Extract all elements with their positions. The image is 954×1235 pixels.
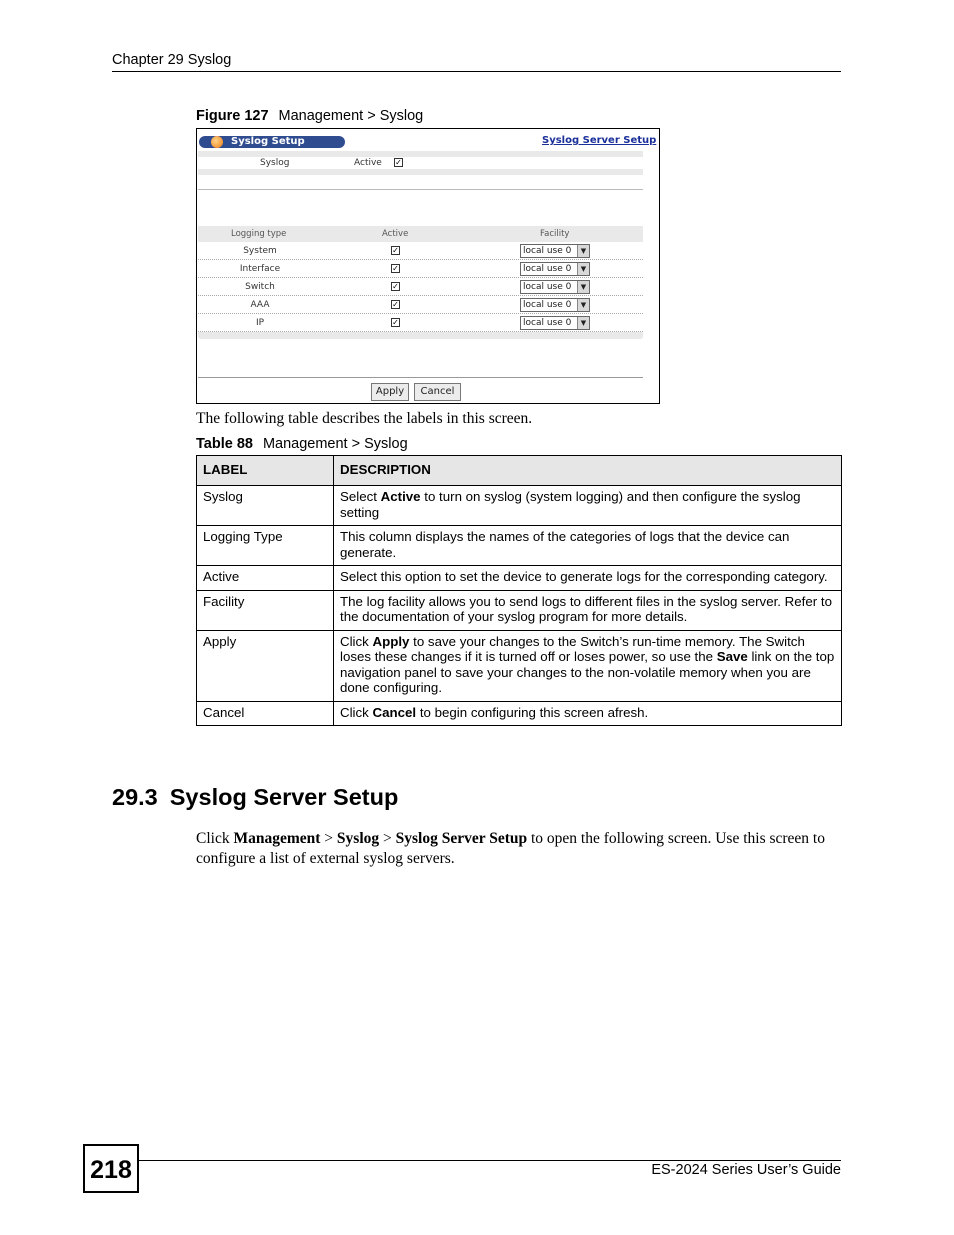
row-description xyxy=(334,526,842,566)
text-run: Click xyxy=(196,830,234,847)
bold-text: Save xyxy=(716,649,748,664)
apply-button[interactable]: Apply xyxy=(371,383,409,401)
chevron-down-icon: ▼ xyxy=(577,299,589,311)
logging-active-checkbox[interactable]: ✓ xyxy=(392,282,399,291)
header-description: DESCRIPTION xyxy=(334,456,842,486)
chevron-down-icon: ▼ xyxy=(577,317,589,329)
text-run: > xyxy=(320,830,337,847)
logging-row xyxy=(198,314,643,332)
table-header-row xyxy=(197,456,842,486)
orb-icon xyxy=(211,136,223,148)
facility-value: local use 0 xyxy=(523,318,572,328)
table-label: Table 88 xyxy=(196,436,253,452)
page-number: 218 xyxy=(83,1144,139,1193)
tab-title: Syslog Setup xyxy=(231,136,305,147)
cancel-button[interactable]: Cancel xyxy=(414,383,461,401)
divider xyxy=(198,377,643,378)
row-label: Cancel xyxy=(197,701,334,726)
text-run: Select xyxy=(340,489,381,504)
logging-row xyxy=(198,296,643,314)
text-run: to begin configuring this screen afresh. xyxy=(416,704,649,720)
row-description xyxy=(334,630,842,701)
active-label: Active xyxy=(354,158,382,168)
intro-text: The following table describes the labels in this screen. xyxy=(196,410,533,427)
facility-value: local use 0 xyxy=(523,282,572,292)
text-run: Click xyxy=(340,704,373,720)
table-row xyxy=(197,526,842,566)
logging-type-name: AAA xyxy=(250,300,270,310)
table-row xyxy=(197,590,842,630)
logging-type-name: Switch xyxy=(245,282,275,292)
bold-text: Syslog xyxy=(336,830,380,847)
row-label: Active xyxy=(197,566,334,591)
section-heading xyxy=(112,784,398,811)
footer-rule xyxy=(139,1160,841,1161)
syslog-active-checkbox[interactable]: ✓ xyxy=(395,158,402,167)
facility-select[interactable] xyxy=(520,298,590,312)
logging-active-checkbox[interactable]: ✓ xyxy=(392,264,399,273)
chevron-down-icon: ▼ xyxy=(577,245,589,257)
syslog-label: Syslog xyxy=(260,158,290,168)
section-title: Syslog Server Setup xyxy=(169,784,399,810)
text-run: to save your changes to the Switch’s run-time memory. The Switch loses these changes if it is turned off or loses power, so use the xyxy=(340,633,805,664)
text-run: > xyxy=(379,830,396,847)
figure-caption xyxy=(196,108,423,124)
table-title: Management > Syslog xyxy=(262,436,408,452)
facility-select[interactable] xyxy=(520,262,590,276)
col-logging-type: Logging type xyxy=(231,229,287,239)
text-run: to open the following screen. Use this screen to configure a list of external syslog servers. xyxy=(196,830,825,867)
syslog-screenshot xyxy=(196,128,660,404)
table-caption xyxy=(196,436,408,452)
text-run: This column displays the names of the categories of logs that the device can generate. xyxy=(340,529,790,560)
divider xyxy=(198,189,643,190)
syslog-enable-row xyxy=(198,151,643,175)
logging-table-footer xyxy=(198,332,643,339)
table-row xyxy=(197,486,842,526)
logging-table-header xyxy=(198,226,643,242)
facility-value: local use 0 xyxy=(523,264,572,274)
row-description xyxy=(334,701,842,726)
row-label: Apply xyxy=(197,630,334,701)
col-facility: Facility xyxy=(540,229,570,239)
row-label: Logging Type xyxy=(197,526,334,566)
text-run: Click xyxy=(340,633,373,649)
figure-label: Figure 127 xyxy=(196,108,269,124)
col-active: Active xyxy=(382,229,409,239)
logging-type-name: Interface xyxy=(239,264,281,274)
section-number: 29.3 xyxy=(112,784,158,810)
guide-title: ES-2024 Series User’s Guide xyxy=(651,1162,841,1178)
chevron-down-icon: ▼ xyxy=(577,263,589,275)
logging-type-table xyxy=(198,226,643,339)
text-run: link on the top navigation panel to save your changes to the non-volatile memory when you are done configuring. xyxy=(340,649,835,695)
syslog-server-setup-link[interactable]: Syslog Server Setup xyxy=(542,135,657,146)
section-paragraph xyxy=(196,829,841,869)
text-run: The log facility allows you to send logs to different files in the syslog server. Refer to the documentation of your syslog program for more details. xyxy=(340,593,832,624)
row-description xyxy=(334,590,842,630)
header-rule xyxy=(112,71,841,72)
row-description xyxy=(334,486,842,526)
logging-active-checkbox[interactable]: ✓ xyxy=(392,318,399,327)
row-description xyxy=(334,566,842,591)
figure-title: Management > Syslog xyxy=(278,108,424,124)
row-label: Syslog xyxy=(197,486,334,526)
row-label: Facility xyxy=(197,590,334,630)
text-run: to turn on syslog (system logging) and then configure the syslog setting xyxy=(340,489,801,520)
bold-text: Apply xyxy=(372,633,410,649)
bold-text: Active xyxy=(380,489,421,504)
logging-row xyxy=(198,260,643,278)
facility-select[interactable] xyxy=(520,244,590,258)
logging-active-checkbox[interactable]: ✓ xyxy=(392,300,399,309)
syslog-setup-tab xyxy=(199,136,345,148)
chevron-down-icon: ▼ xyxy=(577,281,589,293)
bold-text: Syslog Server Setup xyxy=(395,830,528,847)
logging-active-checkbox[interactable]: ✓ xyxy=(392,246,399,255)
facility-value: local use 0 xyxy=(523,300,572,310)
facility-value: local use 0 xyxy=(523,246,572,256)
bold-text: Management xyxy=(233,830,321,847)
text-run: Select this option to set the device to generate logs for the corresponding category. xyxy=(340,569,828,584)
header-label: LABEL xyxy=(197,456,334,486)
table-row xyxy=(197,701,842,726)
facility-select[interactable] xyxy=(520,280,590,294)
bold-text: Cancel xyxy=(372,704,417,720)
chapter-header: Chapter 29 Syslog xyxy=(112,52,232,68)
table-row xyxy=(197,566,842,591)
logging-type-name: IP xyxy=(255,318,265,328)
label-description-table xyxy=(196,455,842,726)
table-row xyxy=(197,630,842,701)
logging-row xyxy=(198,242,643,260)
facility-select[interactable] xyxy=(520,316,590,330)
logging-row xyxy=(198,278,643,296)
logging-type-name: System xyxy=(243,246,277,256)
